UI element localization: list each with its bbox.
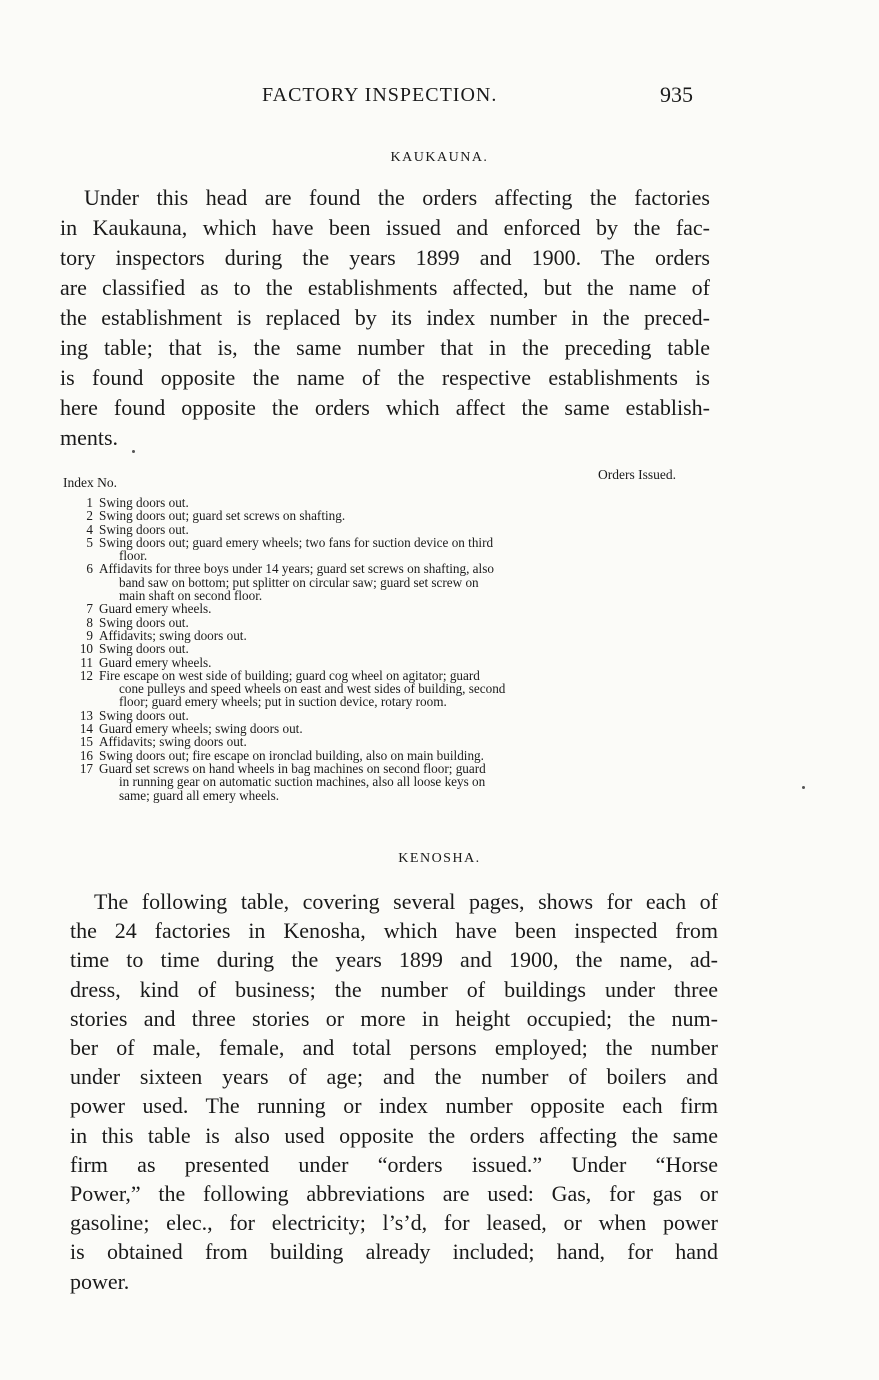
index-number: 1 bbox=[86, 495, 93, 510]
order-text bbox=[99, 509, 718, 522]
table-row bbox=[63, 496, 718, 509]
table-row bbox=[63, 523, 718, 536]
paragraph-line: in this table is also used opposite the orders affecting the same bbox=[70, 1122, 718, 1148]
paragraph-line: power used. The running or index number opposite each firm bbox=[70, 1093, 718, 1119]
order-line: cone pulleys and speed wheels on east and west sides of building, second bbox=[119, 681, 506, 697]
index-number: 6 bbox=[86, 561, 93, 577]
index-number: 7 bbox=[86, 601, 93, 617]
orders-table bbox=[63, 496, 718, 802]
order-line: same; guard all emery wheels. bbox=[119, 787, 280, 803]
order-line: Swing doors out. bbox=[99, 641, 189, 657]
table-row bbox=[63, 762, 718, 802]
paragraph-line: gasoline; elec., for electricity; l’s’d, for leased, or when power bbox=[70, 1210, 718, 1236]
index-number: 13 bbox=[79, 707, 93, 723]
order-line: Swing doors out. bbox=[99, 495, 189, 510]
running-title: FACTORY INSPECTION. bbox=[262, 84, 498, 106]
paragraph-line: are classified as to the establishments affected, but the name of bbox=[60, 275, 710, 300]
index-number: 12 bbox=[79, 667, 93, 683]
order-line: floor; guard emery wheels; put in suction device, rotary room. bbox=[119, 694, 447, 710]
index-number: 11 bbox=[80, 654, 93, 670]
index-number: 10 bbox=[79, 641, 93, 657]
index-number: 9 bbox=[86, 627, 93, 643]
order-text bbox=[99, 602, 718, 615]
order-text bbox=[99, 629, 718, 642]
order-line: Guard emery wheels; swing doors out. bbox=[99, 721, 303, 737]
order-line: Guard emery wheels. bbox=[99, 654, 212, 670]
kaukauna-paragraph bbox=[60, 183, 710, 453]
paragraph-line: is found opposite the name of the respective establishments is bbox=[60, 365, 710, 390]
order-line: Affidavits for three boys under 14 years; guard set screws on shafting, also bbox=[99, 561, 494, 577]
ink-speck bbox=[802, 786, 805, 789]
order-line: in running gear on automatic suction machines, also all loose keys on bbox=[119, 774, 486, 790]
order-line: Affidavits; swing doors out. bbox=[99, 734, 247, 750]
table-row bbox=[63, 616, 718, 629]
paragraph-line: ing table; that is, the same number that in the preceding table bbox=[60, 335, 710, 360]
order-text bbox=[99, 669, 718, 709]
order-line: Guard emery wheels. bbox=[99, 601, 212, 617]
order-text bbox=[99, 642, 718, 655]
order-text bbox=[99, 722, 718, 735]
index-number: 17 bbox=[79, 760, 93, 776]
order-text bbox=[99, 749, 718, 762]
order-line: Swing doors out; guard set screws on shafting. bbox=[99, 508, 346, 524]
page-number: 935 bbox=[660, 82, 693, 107]
paragraph-line: power. bbox=[70, 1268, 130, 1294]
paragraph-line: Power,” the following abbreviations are used: Gas, for gas or bbox=[70, 1181, 718, 1207]
paragraph-line: tory inspectors during the years 1899 and 1900. The orders bbox=[60, 245, 710, 270]
order-line: main shaft on second floor. bbox=[119, 588, 263, 604]
table-row bbox=[63, 749, 718, 762]
order-line: Swing doors out; guard emery wheels; two fans for suction device on third bbox=[99, 534, 494, 550]
table-row bbox=[63, 562, 718, 602]
table-row bbox=[63, 709, 718, 722]
table-row bbox=[63, 536, 718, 563]
order-line: Affidavits; swing doors out. bbox=[99, 627, 247, 643]
paragraph-line: under sixteen years of age; and the number of boilers and bbox=[70, 1064, 718, 1090]
paragraph-line: is obtained from building already included; hand, for hand bbox=[70, 1239, 718, 1265]
paragraph-line: in Kaukauna, which have been issued and enforced by the fac- bbox=[60, 215, 710, 240]
paragraph-line: firm as presented under “orders issued.” Under “Horse bbox=[70, 1151, 718, 1177]
order-line: Swing doors out. bbox=[99, 707, 189, 723]
index-number: 16 bbox=[79, 747, 93, 763]
order-text bbox=[99, 523, 718, 536]
ink-speck bbox=[132, 450, 135, 453]
index-number: 8 bbox=[86, 614, 93, 630]
order-line: band saw on bottom; put splitter on circular saw; guard set screw on bbox=[119, 574, 479, 590]
section-heading-kaukauna: KAUKAUNA. bbox=[390, 150, 489, 165]
index-number: 15 bbox=[79, 734, 93, 750]
paragraph-line: the establishment is replaced by its index number in the preced- bbox=[60, 305, 710, 330]
index-number: 14 bbox=[79, 721, 93, 737]
paragraph-line: The following table, covering several pages, shows for each of bbox=[94, 889, 718, 914]
orders-issued-label: Orders Issued. bbox=[598, 467, 676, 482]
index-no-label: Index No. bbox=[63, 475, 117, 490]
index-number: 5 bbox=[86, 534, 93, 550]
order-line: Fire escape on west side of building; guard cog wheel on agitator; guard bbox=[99, 667, 480, 683]
running-head bbox=[0, 80, 879, 112]
order-line: Swing doors out. bbox=[99, 521, 189, 537]
order-text bbox=[99, 616, 718, 629]
paragraph-line: here found opposite the orders which affect the same establish- bbox=[60, 395, 710, 420]
order-text bbox=[99, 762, 718, 802]
table-row bbox=[63, 669, 718, 709]
order-line: Swing doors out; fire escape on ironclad building, also on main building. bbox=[99, 747, 484, 763]
paragraph-line: stories and three stories or more in height occupied; the num- bbox=[70, 1005, 718, 1031]
paragraph-line: dress, kind of business; the number of buildings under three bbox=[70, 976, 718, 1002]
order-text bbox=[99, 656, 718, 669]
order-text bbox=[99, 496, 718, 509]
order-text bbox=[99, 735, 718, 748]
table-row bbox=[63, 509, 718, 522]
index-number: 2 bbox=[86, 508, 93, 524]
table-row bbox=[63, 629, 718, 642]
order-text bbox=[99, 536, 718, 563]
table-row bbox=[63, 735, 718, 748]
kenosha-paragraph bbox=[70, 887, 718, 1296]
order-line: Guard set screws on hand wheels in bag machines on second floor; guard bbox=[99, 760, 486, 776]
table-row bbox=[63, 722, 718, 735]
paragraph-line: the 24 factories in Kenosha, which have been inspected from bbox=[70, 918, 718, 944]
section-heading-kenosha: KENOSHA. bbox=[398, 851, 481, 866]
order-text bbox=[99, 709, 718, 722]
table-row bbox=[63, 656, 718, 669]
order-line: floor. bbox=[119, 548, 148, 564]
table-row bbox=[63, 642, 718, 655]
table-row bbox=[63, 602, 718, 615]
order-line: Swing doors out. bbox=[99, 614, 189, 630]
paragraph-line: ber of male, female, and total persons employed; the number bbox=[70, 1035, 718, 1061]
paragraph-line: Under this head are found the orders affecting the factories bbox=[84, 185, 710, 210]
paragraph-line: time to time during the years 1899 and 1900, the name, ad- bbox=[70, 947, 718, 973]
order-text bbox=[99, 562, 718, 602]
index-number: 4 bbox=[86, 521, 93, 537]
paragraph-line: ments. bbox=[60, 425, 119, 450]
